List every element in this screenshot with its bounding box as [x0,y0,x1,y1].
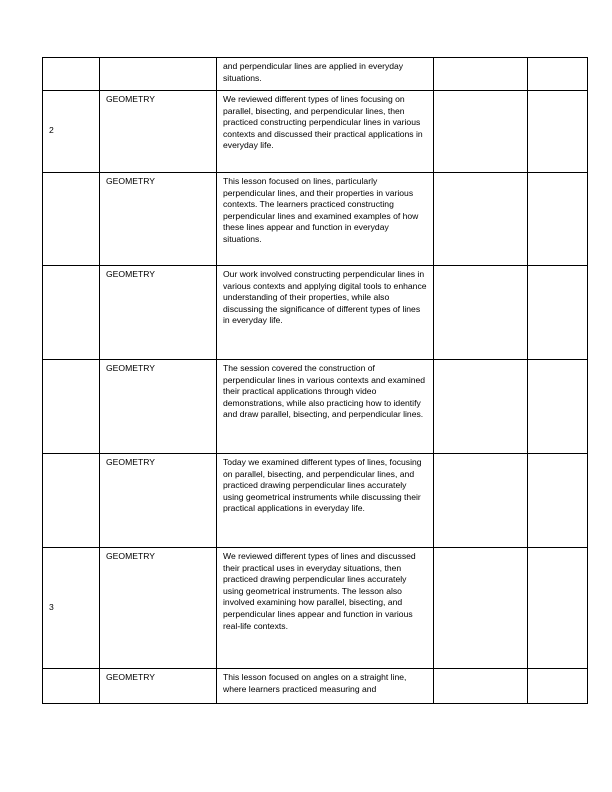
week-cell [43,173,100,266]
table-row [43,454,588,548]
subject-cell: GEOMETRY [100,173,217,266]
subject-cell: GEOMETRY [100,360,217,454]
lesson-log-table [42,57,588,704]
description-cell: and perpendicular lines are applied in everyday situations. [217,58,434,91]
week-cell [43,454,100,548]
subject-cell: GEOMETRY [100,266,217,360]
subject-cell: GEOMETRY [100,91,217,173]
week-cell: 2 [43,91,100,173]
empty-cell [528,669,588,704]
subject-cell [100,58,217,91]
description-cell: Our work involved constructing perpendicular lines in various contexts and applying digital tools to enhance understanding of their properties, while also discussing the significance of different types of lines in everyday life. [217,266,434,360]
table-row [43,58,588,91]
week-cell [43,266,100,360]
description-cell: This lesson focused on lines, particularly perpendicular lines, and their properties in various contexts. The learners practiced constructing perpendicular lines and examined examples of how these lines appear and function in everyday situations. [217,173,434,266]
week-cell [43,58,100,91]
subject-cell: GEOMETRY [100,669,217,704]
empty-cell [528,548,588,669]
week-cell: 3 [43,548,100,669]
description-cell: This lesson focused on angles on a straight line, where learners practiced measuring and [217,669,434,704]
empty-cell [528,58,588,91]
subject-cell: GEOMETRY [100,454,217,548]
table-row [43,266,588,360]
empty-cell [434,58,528,91]
empty-cell [528,173,588,266]
table-row [43,91,588,173]
empty-cell [434,266,528,360]
table-row [43,360,588,454]
description-cell: The session covered the construction of perpendicular lines in various contexts and examined their practical applications through video demonstrations, while also practicing how to identify and draw parallel, bisecting, and perpendicular lines. [217,360,434,454]
week-cell [43,669,100,704]
subject-cell: GEOMETRY [100,548,217,669]
table-row [43,173,588,266]
week-cell [43,360,100,454]
description-cell: We reviewed different types of lines focusing on parallel, bisecting, and perpendicular lines, then practiced constructing perpendicular lines in various contexts and discussed their practical applications in everyday life. [217,91,434,173]
table-row [43,548,588,669]
table-row [43,669,588,704]
description-cell: Today we examined different types of lines, focusing on parallel, bisecting, and perpendicular lines, and practiced drawing perpendicular lines accurately using geometrical instruments while discussing their practical applications in everyday life. [217,454,434,548]
empty-cell [434,454,528,548]
empty-cell [528,91,588,173]
empty-cell [434,173,528,266]
empty-cell [434,91,528,173]
empty-cell [434,360,528,454]
empty-cell [528,266,588,360]
empty-cell [434,669,528,704]
empty-cell [528,360,588,454]
empty-cell [434,548,528,669]
empty-cell [528,454,588,548]
description-cell: We reviewed different types of lines and discussed their practical uses in everyday situations, then practiced drawing perpendicular lines accurately using geometrical instruments. The lesson also involved examining how parallel, bisecting, and perpendicular lines appear and function in various real-life contexts. [217,548,434,669]
